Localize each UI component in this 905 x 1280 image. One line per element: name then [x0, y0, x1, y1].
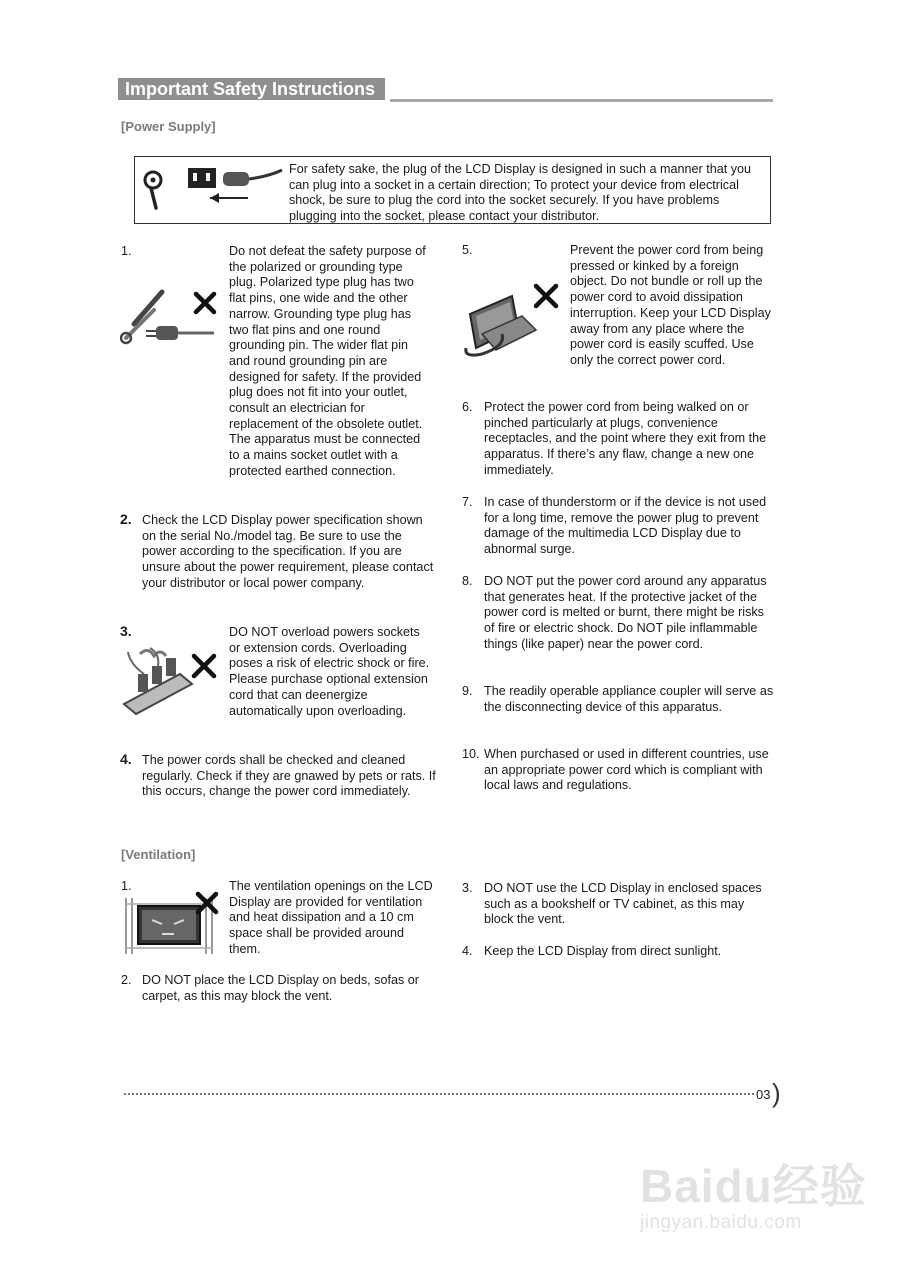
item-1-text: Do not defeat the safety purpose of the polarized or grounding type plug. Polarized type plug has two flat pins, one wide and the other narrow. Grounding type plug has two flat pins and one round grounding pin. The wider flat pin and round grounding pin are designed for safety. If the provided plug does not fit into your outlet, consult an electrician for replacement of the obsolete outlet. The apparatus must be connected to a mains socket outlet with a protected earthed connection. [229, 244, 426, 478]
vent-item-3-text: DO NOT use the LCD Display in enclosed spaces such as a bookshelf or TV cabinet, as this may block the vent. [484, 881, 762, 927]
power-supply-heading: [Power Supply] [121, 119, 216, 134]
item-4-number: 4. [120, 751, 132, 767]
item-5-text: Prevent the power cord from being pressed or kinked by a foreign object. Do not bundle or roll up the power cord to avoid dissipation interruption. Keep your LCD Display away from any place where the power cord is easily scuffed. Use only the correct power cord. [570, 243, 771, 367]
item-1-number: 1. [121, 244, 132, 258]
item-6-number: 6. [462, 400, 473, 414]
item-7-number: 7. [462, 495, 473, 509]
watermark [640, 1150, 867, 1234]
item-8-number: 8. [462, 574, 473, 588]
plug-tool-icon [120, 286, 220, 350]
vent-item-4-number: 4. [462, 944, 473, 958]
item-6-text: Protect the power cord from being walked on or pinched particularly at plugs, convenience receptacles, and the point where they exit from the apparatus. If there’s any flaw, change a new one immediately. [484, 400, 767, 477]
vent-item-2-text: DO NOT place the LCD Display on beds, sofas or carpet, as this may block the vent. [142, 973, 419, 1003]
vent-item-1-text: The ventilation openings on the LCD Display are provided for ventilation and heat dissipation and a 10 cm space shall be provided around them. [229, 879, 433, 956]
tv-power-cord-icon [462, 276, 566, 358]
plug-direction-icon [140, 164, 285, 216]
ventilation-heading: [Ventilation] [121, 847, 196, 862]
item-8-text: DO NOT put the power cord around any apparatus that generates heat. If the protective jacket of the power cord is melted or burnt, there might be risks of fire or electric shock. Do NOT pile inflammable things (like paper) near the power cord. [484, 574, 767, 651]
vent-item-4-text: Keep the LCD Display from direct sunlight. [484, 944, 722, 958]
item-4-text: The power cords shall be checked and cleaned regularly. Check if they are gnawed by pets or rats. If this occurs, change the power cord immediately. [142, 753, 436, 799]
notice-text: For safety sake, the plug of the LCD Display is designed in such a manner that you can plug into a socket in a certain direction; To protect your device from electrical shock, be sure to plug the cord into the socket securely. If you have problems plugging into the socket, please contact your distributor. [289, 162, 752, 224]
footer-dotted-line [124, 1093, 754, 1095]
page-bracket-icon: ) [772, 1078, 781, 1108]
item-10-number: 10. [462, 747, 480, 761]
page-number: 03 [756, 1087, 771, 1102]
overloaded-socket-icon [120, 644, 220, 720]
item-7-text: In case of thunderstorm or if the device is not used for a long time, remove the power plug to prevent damage of the multimedia LCD Display due to abnormal surge. [484, 495, 767, 557]
watermark-url: jingyan.baidu.com [640, 1212, 802, 1233]
item-10-text: When purchased or used in different countries, use an appropriate power cord which is compliant with local laws and regulations. [484, 747, 769, 793]
page-title: Important Safety Instructions [118, 78, 385, 100]
item-9-text: The readily operable appliance coupler will serve as the disconnecting device of this apparatus. [484, 684, 774, 714]
vent-item-1-number: 1. [121, 879, 132, 893]
item-9-number: 9. [462, 684, 473, 698]
item-2-text: Check the LCD Display power specification shown on the serial No./model tag. Be sure to use the power according to the specification. If you are unsure about the power requirement, please contact your distributor or local power company. [142, 513, 434, 590]
ventilation-tv-icon [122, 890, 222, 958]
item-2-number: 2. [120, 511, 132, 527]
item-5-number: 5. [462, 243, 473, 257]
watermark-brand: Baidu经验 [640, 1160, 867, 1212]
vent-item-3-number: 3. [462, 881, 473, 895]
item-3-text: DO NOT overload powers sockets or extension cords. Overloading poses a risk of electric shock or fire. Please purchase optional extension cord that can deenergize automatically upon overloading. [229, 625, 430, 718]
item-3-number: 3. [120, 623, 132, 639]
title-rule [390, 99, 773, 102]
vent-item-2-number: 2. [121, 973, 132, 987]
